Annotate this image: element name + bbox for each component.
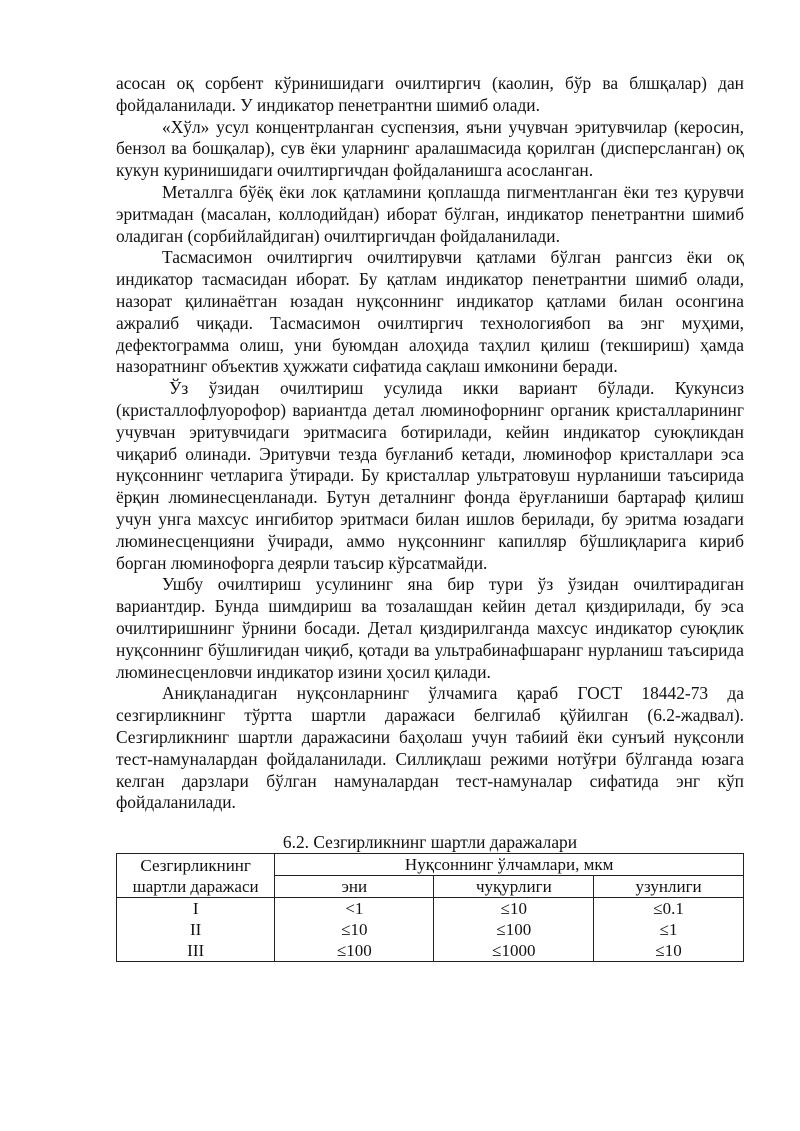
- table-cell: ≤0.1: [594, 898, 744, 920]
- paragraph: Металлга бўёқ ёки лок қатламини қоплашда пигментланган ёки тез қурувчи эритмадан (масалан, коллодийдан) иборат бўлган, индикатор пенетрантни шимиб оладиган (сорбийлайдиган) очилтиргичдан фойдаланилади.: [116, 181, 744, 246]
- table-cell: ≤100: [434, 919, 594, 940]
- table-row: [117, 919, 744, 940]
- table-cell: ≤1000: [434, 940, 594, 962]
- table-caption: 6.2. Сезгирликнинг шартли даражалари: [282, 832, 578, 853]
- sensitivity-table: [116, 853, 744, 962]
- table-cell: <1: [275, 898, 434, 920]
- table-row: [117, 940, 744, 962]
- table-cell: ≤1: [594, 919, 744, 940]
- header-width: эни: [275, 876, 434, 898]
- paragraph: Аниқланадиган нуқсонларнинг ўлчамига қараб ГОСТ 18442-73 да сезгирликнинг тўртта шартли даражаси белгилаб қўйилган (6.2-жадвал). Сезгирликнинг шартли даражасини баҳолаш учун табиий ёки сунъий нуқсонли тест-намуналардан фойдаланилади. Силлиқлаш режими нотўғри бўлганда юзага келган дарзлари бўлган намуналардан тест-намуналар сифатида энг кўп фойдаланилади.: [116, 683, 744, 813]
- paragraph: асосан оқ сорбент кўринишидаги очилтиргич (каолин, бўр ва блшқалар) дан фойдаланилади. У индикатор пенетрантни шимиб олади.: [116, 73, 744, 115]
- table-cell: ≤100: [275, 940, 434, 962]
- table-cell: III: [117, 940, 275, 962]
- table-cell: ≤10: [594, 940, 744, 962]
- paragraph: Тасмасимон очилтиргич очилтирувчи қатлами бўлган рангсиз ёки оқ индикатор тасмасидан иборат. Бу қатлам индикатор пенетрантни шимиб олади, назорат қилинаётган юзадан нуқсоннинг индикатор қатлами билан осонгина ажралиб чиқади. Тасмасимон очилтиргич технологиябоп ва энг муҳими, дефектограмма олиш, уни буюмдан алоҳида таҳлил қилиш (текшириш) ҳамда назоратнинг объектив ҳужжати сифатида сақлаш имконини беради.: [116, 247, 744, 377]
- paragraph: Ўз ўзидан очилтириш усулида икки вариант бўлади. Кукунсиз (кристаллофлуорофор) вариантда детал люминофорнинг органик кристалларининг учувчан эритувчидаги эритмасига ботирилади, кейин индикатор суюқликдан чиқариб олинади. Эритувчи тезда буғланиб кетади, люминофор кристаллари эса нуқсоннинг четларига ўтиради. Бу кристаллар ультратовуш нурланиши таъсирида ёрқин люминесценланади. Бутун деталнинг фонда ёруғланиши бартараф қилиш учун унга махсус ингибитор эритмаси билан ишлов берилади, бу эритма юзадаги люминесценцияни ўчиради, аммо нуқсоннинг капилляр бўшлиқларига кириб борган люминофорга деярли таъсир кўрсатмайди.: [116, 378, 744, 573]
- body-text: [116, 73, 744, 814]
- table-cell: I: [117, 898, 275, 920]
- table-row: [117, 898, 744, 920]
- table-cell: ≤10: [434, 898, 594, 920]
- document-page: [116, 73, 744, 962]
- paragraph: Ушбу очилтириш усулининг яна бир тури ўз ўзидан очилтирадиган вариантдир. Бунда шимдириш ва тозалашдан кейин детал қиздирилади, бу эса очилтиришнинг ўрнини босади. Детал қиздирилганда махсус индикатор суюқлик нуқсоннинг бўшлиғидан чиқиб, қотади ва ультрабинафшаранг нурланиш таъсирида люминесценловчи индикатор изини ҳосил қилади.: [116, 574, 744, 682]
- header-depth: чуқурлиги: [434, 876, 594, 898]
- header-defect-dimensions: Нуқсоннинг ўлчамлари, мкм: [275, 854, 744, 876]
- paragraph: «Хўл» усул концентрланган суспензия, яъни учувчан эритувчилар (керосин, бензол ва бошқалар), сув ёки уларнинг аралашмасида қорилган (дисперсланган) оқ кукун куринишидаги очилтиргичдан фойдаланишга асосланган.: [116, 116, 744, 181]
- header-sensitivity-level: Сезгирликнинг шартли даражаси: [117, 854, 275, 898]
- header-length: узунлиги: [594, 876, 744, 898]
- table-cell: II: [117, 919, 275, 940]
- table-cell: ≤10: [275, 919, 434, 940]
